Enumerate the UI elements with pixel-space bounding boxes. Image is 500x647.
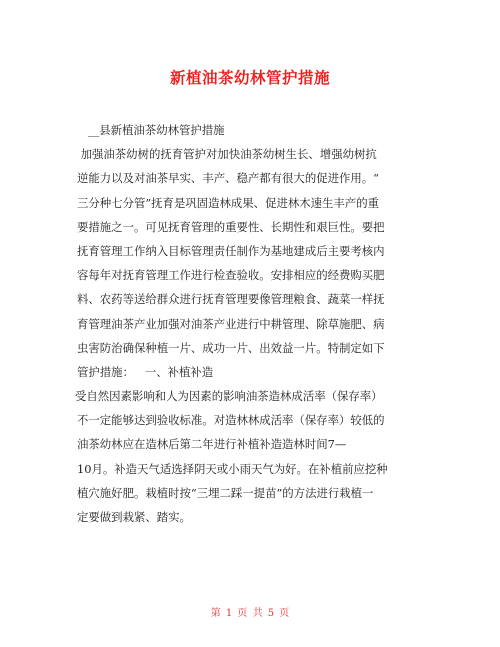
document-title: 新植油茶幼林管护措施: [169, 69, 330, 87]
body-line: 逆能力以及对油茶早实、丰产、稳产都有很大的促进作用。“: [77, 171, 379, 186]
body-line: 三分种七分管”抚育是巩固造林成果、促进林木速生丰产的重: [77, 195, 379, 210]
body-line: 容每年对抚育管理工作进行检查验收。安排相应的经费购买肥: [77, 268, 385, 283]
document-body: [77, 118, 437, 529]
body-line: 管护措施： 一、补植补造: [77, 364, 214, 379]
body-line: 不一定能够达到验收标准。对造林林成活率（保存率）较低的: [77, 413, 385, 428]
body-line: 料、农药等送给群众进行抚育管理要像管理粮食、蔬菜一样抚: [77, 292, 385, 307]
body-line: 育管理油茶产业加强对油茶产业进行中耕管理、除草施肥、病: [77, 316, 385, 331]
body-line: 加强油茶幼树的抚育管护对加快油茶幼树生长、增强幼树抗: [77, 147, 377, 162]
body-line: 要措施之一。可见抚育管理的重要性、长期性和艰巨性。要把: [77, 219, 385, 234]
body-line: 油茶幼林应在造林后第二年进行补植补造造林时间7—: [77, 437, 347, 452]
body-line: 虫害防治确保种植一片、成功一片、出效益一片。特制定如下: [77, 340, 385, 355]
body-line: 植穴施好肥。栽植时按“三埋二踩一提苗”的方法进行栽植一: [77, 485, 374, 500]
body-line: __县新植油茶幼林管护措施: [77, 123, 225, 137]
body-line: 受自然因素影响和人为因素的影响油茶造林成活率（保存率）: [75, 389, 383, 404]
body-line: 定要做到栽紧、踏实。: [77, 510, 191, 524]
body-line: 抚育管理工作纳入目标管理责任制作为基地建成后主要考核内: [77, 243, 385, 258]
page-footer: 第 1 页 共 5 页: [210, 608, 290, 619]
body-line: 10月。补造天气适选择阴天或小雨天气为好。在补植前应挖种: [77, 461, 388, 476]
